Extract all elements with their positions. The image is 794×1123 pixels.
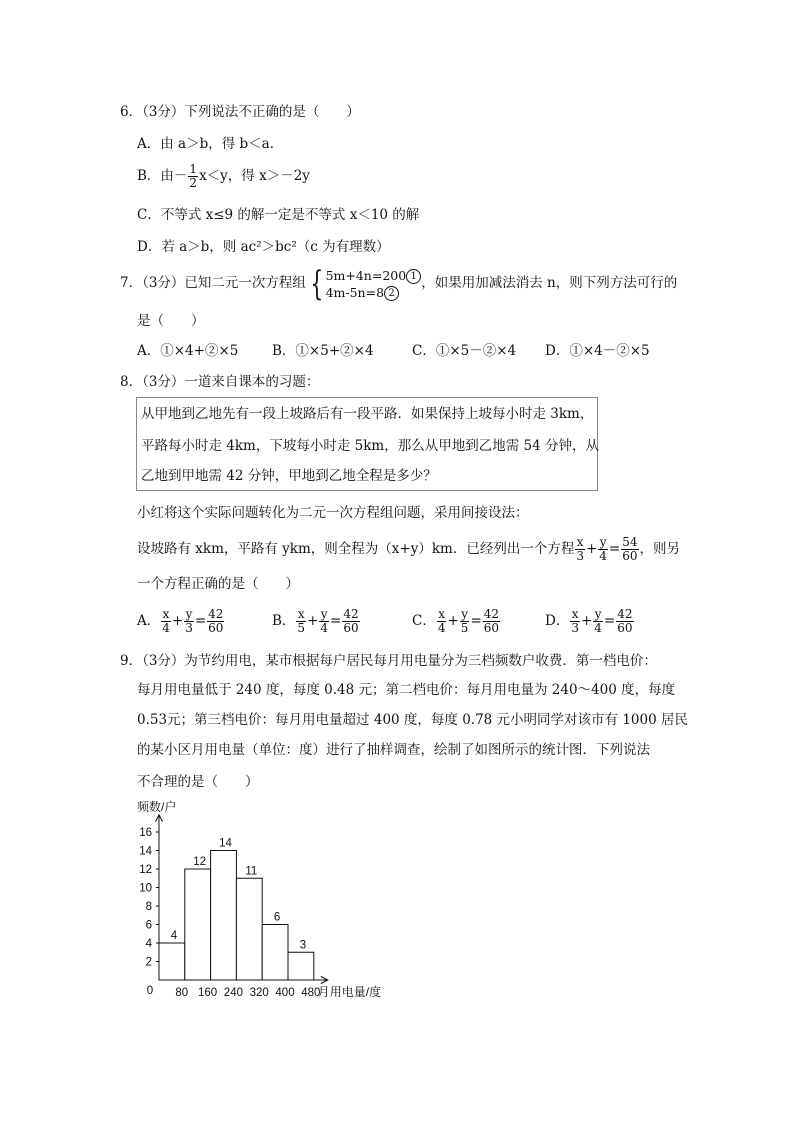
fraction-numerator: 1 — [189, 162, 198, 176]
q8-option-a: A． $\frac{x}{4}$ + $\frac{y}{3}$ = $\frac{42}{60}$ — [137, 607, 224, 635]
fraction-denominator: 60 — [343, 621, 359, 635]
histogram-bar — [159, 943, 185, 980]
q9-line-4: 的某小区月用电量（单位：度）进行了抽样调查，绘制了如图所示的统计图．下列说法 — [137, 742, 650, 758]
q7-stem-suffix: ，如果用加减法消去 n，则下列方法可行的 — [421, 275, 678, 291]
equation-2-marker: 2 — [384, 286, 399, 301]
fraction-denominator: 3 — [185, 621, 193, 635]
fraction-numerator: x — [162, 607, 170, 621]
q6-option-a: A．由 a＞b，得 b＜a． — [137, 136, 284, 152]
q8-stem: 8．（3分）一道来自课本的习题： — [120, 374, 320, 390]
fraction-denominator: 3 — [576, 549, 584, 563]
fraction-denominator: 4 — [599, 549, 607, 563]
q8-option-c: C． $\frac{x}{4}$ + $\frac{y}{5}$ = $\frac{42}{60}$ — [412, 607, 500, 635]
fraction-denominator: 5 — [297, 621, 306, 635]
q9-line-2: 每月用电量低于 240 度，每度 0.48 元；第二档电价：每月用电量为 240～400 度，每度 — [137, 682, 676, 698]
x-tick-label: 320 — [249, 987, 269, 999]
y-tick-label: 6 — [145, 919, 152, 932]
fraction-denominator: 5 — [460, 621, 469, 635]
fraction-numerator: y — [320, 607, 328, 621]
fraction-numerator: y — [185, 607, 193, 621]
fraction-numerator: 42 — [617, 607, 633, 621]
equation-1-text: 5m+4n=200 — [325, 267, 407, 283]
q8-line-1: 小红将这个实际问题转化为二元一次方程组问题，采用间接设法： — [137, 505, 529, 521]
fraction-denominator: 60 — [483, 621, 500, 635]
fraction-denominator: 4 — [594, 621, 602, 635]
x-tick-label: 160 — [198, 987, 218, 999]
fraction-numerator: 42 — [343, 607, 359, 621]
q7-stem-line2: 是（ ） — [137, 313, 205, 329]
q8-line-2: 设坡路有 xkm，平路有 ykm，则全程为（x+y）km．已经列出一个方程 $\frac{x}{3}$ + $\frac{y}{4}$ = $\frac{54}{60}$ ，则另 — [137, 535, 681, 563]
x-axis-title: 月用电量/度 — [317, 985, 382, 999]
y-tick-label: 14 — [139, 845, 152, 858]
option-label: B． — [272, 613, 296, 629]
histogram-bar — [288, 952, 314, 980]
bar-value-label: 6 — [273, 911, 281, 924]
origin-label: 0 — [146, 985, 154, 997]
y-tick-label: 2 — [145, 956, 152, 969]
q8-line-2-prefix: 设坡路有 xkm，平路有 ykm，则全程为（x+y）km．已经列出一个方程 — [137, 541, 575, 557]
q7-option-b: B．①×5+②×4 — [272, 343, 374, 359]
q8-option-d: D． $\frac{x}{3}$ + $\frac{y}{4}$ = $\frac{42}{60}$ — [545, 607, 633, 635]
fraction-numerator: y — [461, 607, 468, 621]
box-line-1: 从甲地到乙地先有一段上坡路后有一段平路．如果保持上坡每小时走 3km， — [141, 406, 594, 422]
q6-option-b-prefix: B．由－ — [137, 168, 188, 184]
q7-option-a: A．①×4+②×5 — [137, 343, 239, 359]
q9-line-5: 不合理的是（ ） — [137, 774, 259, 790]
y-axis-title: 频数/户 — [137, 799, 177, 814]
bar-value-label: 3 — [299, 939, 307, 952]
system-brace: { — [310, 263, 324, 304]
option-label: D． — [545, 613, 570, 629]
fraction-numerator: x — [576, 535, 584, 549]
fraction-numerator: x — [571, 607, 579, 621]
fraction-denominator: 4 — [437, 621, 446, 635]
x-tick-label: 80 — [175, 987, 189, 999]
q7-option-d: D．①×4－②×5 — [545, 343, 650, 359]
bar-value-label: 14 — [219, 837, 232, 850]
fraction-numerator: 54 — [622, 535, 638, 549]
option-label: C． — [412, 613, 436, 629]
fraction-denominator: 60 — [208, 621, 224, 635]
fraction-numerator: y — [594, 607, 602, 621]
bar-value-label: 11 — [245, 865, 258, 878]
q9-line-1: 9．（3分）为节约用电，某市根据每户居民每月用电量分为三档频数户收费．第一档电价： — [120, 653, 657, 669]
box-line-2: 平路每小时走 4km，下坡每小时走 5km，那么从甲地到乙地需 54 分钟，从 — [141, 438, 599, 454]
q6-option-d: D．若 a＞b，则 ac²＞bc²（c 为有理数） — [137, 239, 390, 255]
fraction-denominator: 60 — [622, 549, 638, 563]
equation-1-marker: 1 — [406, 269, 421, 284]
fraction-denominator: 4 — [162, 621, 170, 635]
q7-stem-prefix: 7．（3分）已知二元一次方程组 — [120, 275, 306, 291]
histogram-bar — [236, 878, 262, 980]
option-label: A． — [137, 613, 161, 629]
q9-line-3: 0.53元；第三档电价：每月用电量超过 400 度，每度 0.78 元小明同学对该市有 1000 居民 — [137, 712, 688, 728]
histogram-bar — [185, 869, 211, 980]
q8-line-3: 一个方程正确的是（ ） — [137, 576, 299, 592]
y-tick-label: 16 — [139, 827, 152, 839]
q8-option-b: B． $\frac{x}{5}$ + $\frac{y}{4}$ = $\frac{42}{60}$ — [272, 607, 359, 635]
histogram-bar — [211, 851, 237, 981]
fraction-denominator: 3 — [571, 621, 579, 635]
y-tick-label: 12 — [139, 864, 152, 876]
fraction-denominator: 60 — [617, 621, 633, 635]
q7-option-c: C．①×5－②×4 — [412, 343, 517, 359]
equation-2-text: 4m-5n=8 — [325, 284, 385, 300]
x-tick-label: 480 — [301, 987, 321, 999]
fraction-numerator: 42 — [208, 607, 224, 621]
fraction-numerator: x — [297, 607, 305, 621]
y-tick-label: 8 — [145, 901, 152, 913]
q6-option-c: C．不等式 x≤9 的解一定是不等式 x＜10 的解 — [137, 207, 420, 223]
x-tick-label: 240 — [223, 987, 243, 999]
q6-stem: 6．（3分）下列说法不正确的是（ ） — [120, 104, 360, 120]
q6-option-b-suffix: x＜y，得 x＞－2y — [199, 168, 310, 184]
bar-value-label: 4 — [170, 930, 178, 942]
box-line-3: 乙地到甲地需 42 分钟，甲地到乙地全程是多少？ — [141, 468, 437, 484]
fraction-denominator: 4 — [320, 621, 329, 635]
fraction-denominator: 2 — [189, 176, 198, 190]
y-tick-label: 4 — [145, 938, 152, 950]
q8-line-2-suffix: ，则另 — [639, 541, 681, 557]
x-tick-label: 400 — [275, 987, 295, 999]
fraction-numerator: x — [438, 607, 446, 621]
fraction-numerator: 42 — [483, 607, 500, 621]
bar-value-label: 12 — [193, 856, 207, 868]
fraction-numerator: y — [599, 535, 607, 549]
histogram-bar — [262, 925, 288, 981]
y-tick-label: 10 — [139, 882, 152, 895]
